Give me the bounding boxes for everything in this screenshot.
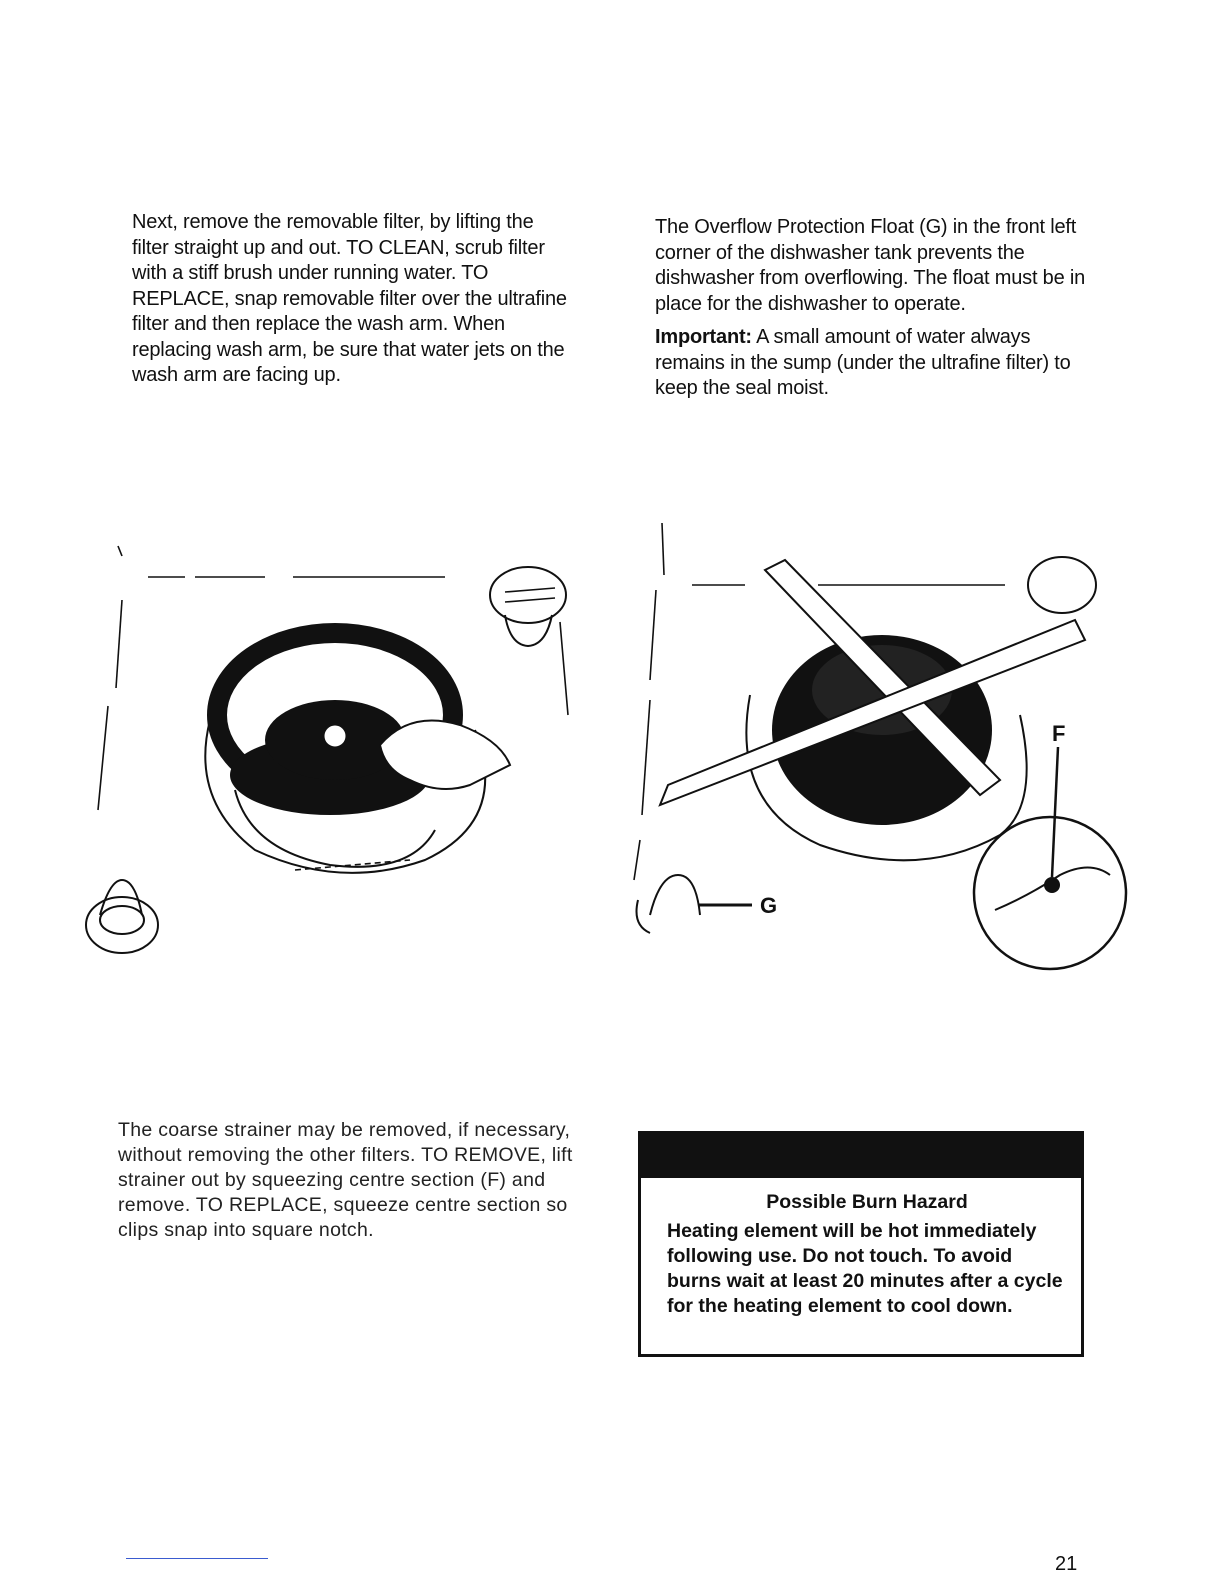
float-g-top [650,875,700,915]
important-note [655,325,1105,402]
label-f: F [1052,721,1066,746]
overflow-float-text: The Overflow Protection Float (G) in the front left corner of the dishwasher tank prevents the dishwasher from overflowing. The float must be in place for the dishwasher to operate. [655,216,1086,315]
sketch-line [560,622,568,715]
overflow-float-instructions [655,215,1105,402]
important-text: A small amount of water always remains in the sump (under the ultrafine filter) to keep the seal moist. [655,326,1071,399]
coarse-strainer-text: The coarse strainer may be removed, if necessary, without removing the other filters. TO REMOVE, lift strainer out by squeezing centre section (F) and remove. TO REPLACE, squeeze centre section so clips snap into square notch. [118,1119,573,1241]
filter-hub [323,724,347,748]
detail-magnifier [974,817,1126,969]
float-g-base [637,900,651,933]
float-cap-slot [505,588,555,592]
sketch-line [642,700,650,815]
warning-text: Heating element will be hot immediately following use. Do not touch. To avoid burns wait at least 20 minutes after a cycle for the heating element to cool down. [667,1220,1063,1317]
page-number: 21 [1055,1553,1078,1575]
sketch-line [98,706,108,810]
float-cap-slot [505,598,555,602]
float-cap [490,567,566,623]
filter-instructions [132,210,572,389]
footer-rule [126,1558,268,1559]
warning-header-bar [641,1134,1081,1178]
warning-title: Possible Burn Hazard [766,1191,968,1213]
sketch-line [118,546,122,556]
wash-arm-illustration [620,515,1140,975]
removable-filter-illustration [80,530,600,970]
filter-instructions-text: Next, remove the removable filter, by lifting the filter straight up and out. TO CLEAN, scrub filter with a stiff brush under running water. TO REPLACE, snap removable filter over the ultrafine filter and then replace the wash arm. When replacing wash arm, be sure that water jets on the wash arm are facing up. [132,211,567,386]
float-cap [1028,557,1096,613]
label-g: G [760,893,778,918]
sketch-line [634,840,640,880]
warning-body [641,1178,1081,1319]
clip-f [1044,877,1060,893]
sketch-line [116,600,122,688]
important-label: Important: [655,326,752,348]
sketch-line [662,523,664,575]
burn-hazard-warning [638,1131,1084,1357]
sketch-line [650,590,656,680]
small-float-inner [100,906,144,934]
coarse-strainer-instructions [118,1118,578,1243]
